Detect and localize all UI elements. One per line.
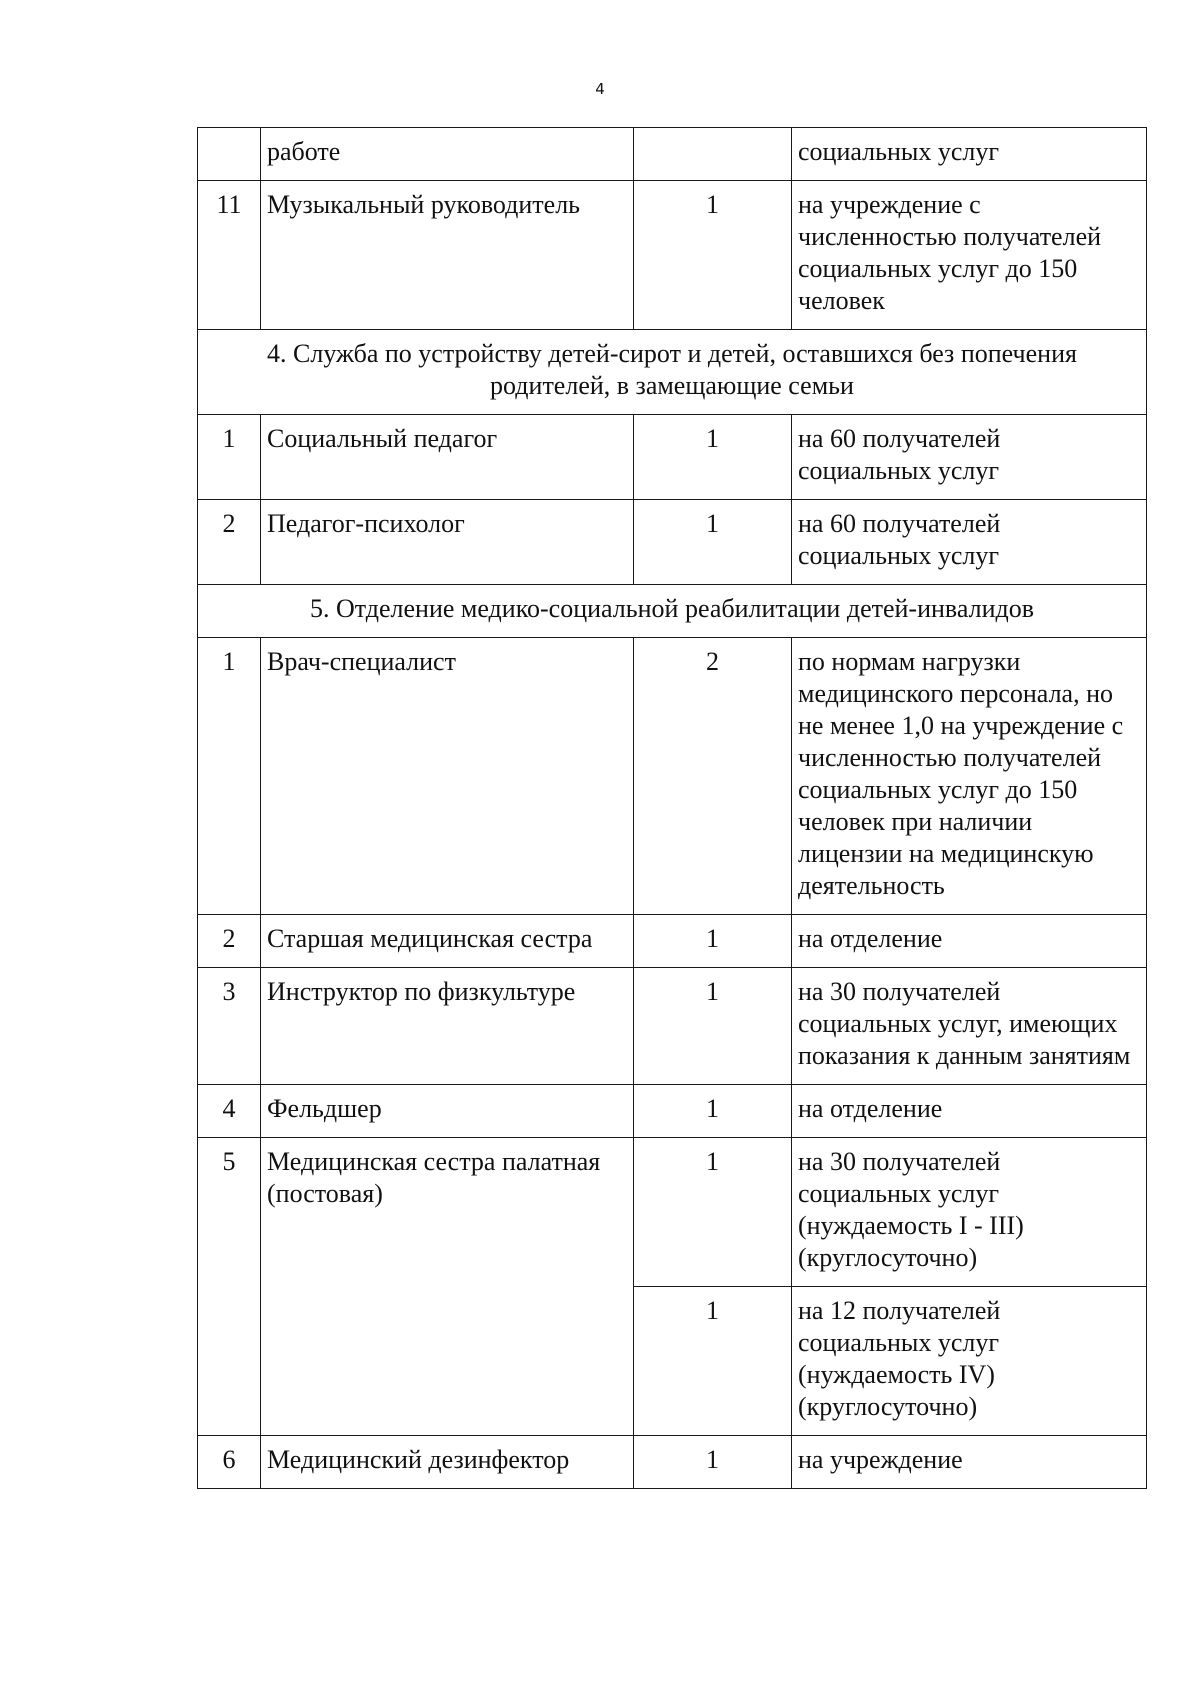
staff-count: 1 bbox=[634, 1085, 792, 1138]
table-row bbox=[198, 638, 1147, 915]
staffing-norm: по нормам нагрузки медицинского персонала, но не менее 1,0 на учреждение с численностью получателей социальных услуг до 150 человек при наличии лицензии на медицинскую деятельность bbox=[792, 638, 1147, 915]
table-row bbox=[198, 181, 1147, 330]
table-row bbox=[198, 415, 1147, 500]
position-name: Фельдшер bbox=[261, 1085, 634, 1138]
table-row bbox=[198, 1138, 1147, 1287]
staffing-norm: социальных услуг bbox=[792, 128, 1147, 181]
staff-count: 1 bbox=[634, 181, 792, 330]
section-header-row bbox=[198, 330, 1147, 415]
row-number: 3 bbox=[198, 968, 261, 1085]
row-number: 1 bbox=[198, 638, 261, 915]
staffing-norm: на учреждение bbox=[792, 1436, 1147, 1489]
section-title: 5. Отделение медико-социальной реабилитации детей-инвалидов bbox=[198, 585, 1147, 638]
row-number bbox=[198, 128, 261, 181]
staffing-norm: на 30 получателей социальных услуг, имеющих показания к данным занятиям bbox=[792, 968, 1147, 1085]
table-row bbox=[198, 915, 1147, 968]
staff-count bbox=[634, 128, 792, 181]
row-number: 5 bbox=[198, 1138, 261, 1436]
table-row bbox=[198, 128, 1147, 181]
staffing-norm: на учреждение с численностью получателей социальных услуг до 150 человек bbox=[792, 181, 1147, 330]
staff-count: 1 bbox=[634, 915, 792, 968]
staff-count: 1 bbox=[634, 1287, 792, 1436]
row-number: 6 bbox=[198, 1436, 261, 1489]
table-row bbox=[198, 968, 1147, 1085]
table-row bbox=[198, 1085, 1147, 1138]
section-title: 4. Служба по устройству детей-сирот и детей, оставшихся без попечения родителей, в замещающие семьи bbox=[198, 330, 1147, 415]
staffing-norm: на 60 получателей социальных услуг bbox=[792, 500, 1147, 585]
section-header-row bbox=[198, 585, 1147, 638]
staffing-norm: на 30 получателей социальных услуг (нуждаемость I - III) (круглосуточно) bbox=[792, 1138, 1147, 1287]
position-name: Педагог-психолог bbox=[261, 500, 634, 585]
staffing-norm: на 60 получателей социальных услуг bbox=[792, 415, 1147, 500]
staff-count: 1 bbox=[634, 1436, 792, 1489]
table-row bbox=[198, 500, 1147, 585]
staffing-norm: на отделение bbox=[792, 1085, 1147, 1138]
staff-count: 1 bbox=[634, 968, 792, 1085]
staffing-norm: на 12 получателей социальных услуг (нуждаемость IV) (круглосуточно) bbox=[792, 1287, 1147, 1436]
row-number: 1 bbox=[198, 415, 261, 500]
position-name: Медицинская сестра палатная (постовая) bbox=[261, 1138, 634, 1436]
position-name: работе bbox=[261, 128, 634, 181]
row-number: 2 bbox=[198, 500, 261, 585]
row-number: 11 bbox=[198, 181, 261, 330]
staff-count: 1 bbox=[634, 500, 792, 585]
staff-count: 2 bbox=[634, 638, 792, 915]
position-name: Музыкальный руководитель bbox=[261, 181, 634, 330]
table-row bbox=[198, 1436, 1147, 1489]
staffing-table bbox=[197, 127, 1147, 1489]
row-number: 4 bbox=[198, 1085, 261, 1138]
position-name: Медицинский дезинфектор bbox=[261, 1436, 634, 1489]
staff-count: 1 bbox=[634, 415, 792, 500]
staffing-norm: на отделение bbox=[792, 915, 1147, 968]
page-number: 4 bbox=[595, 80, 605, 98]
position-name: Инструктор по физкультуре bbox=[261, 968, 634, 1085]
position-name: Социальный педагог bbox=[261, 415, 634, 500]
position-name: Врач-специалист bbox=[261, 638, 634, 915]
staff-count: 1 bbox=[634, 1138, 792, 1287]
row-number: 2 bbox=[198, 915, 261, 968]
position-name: Старшая медицинская сестра bbox=[261, 915, 634, 968]
